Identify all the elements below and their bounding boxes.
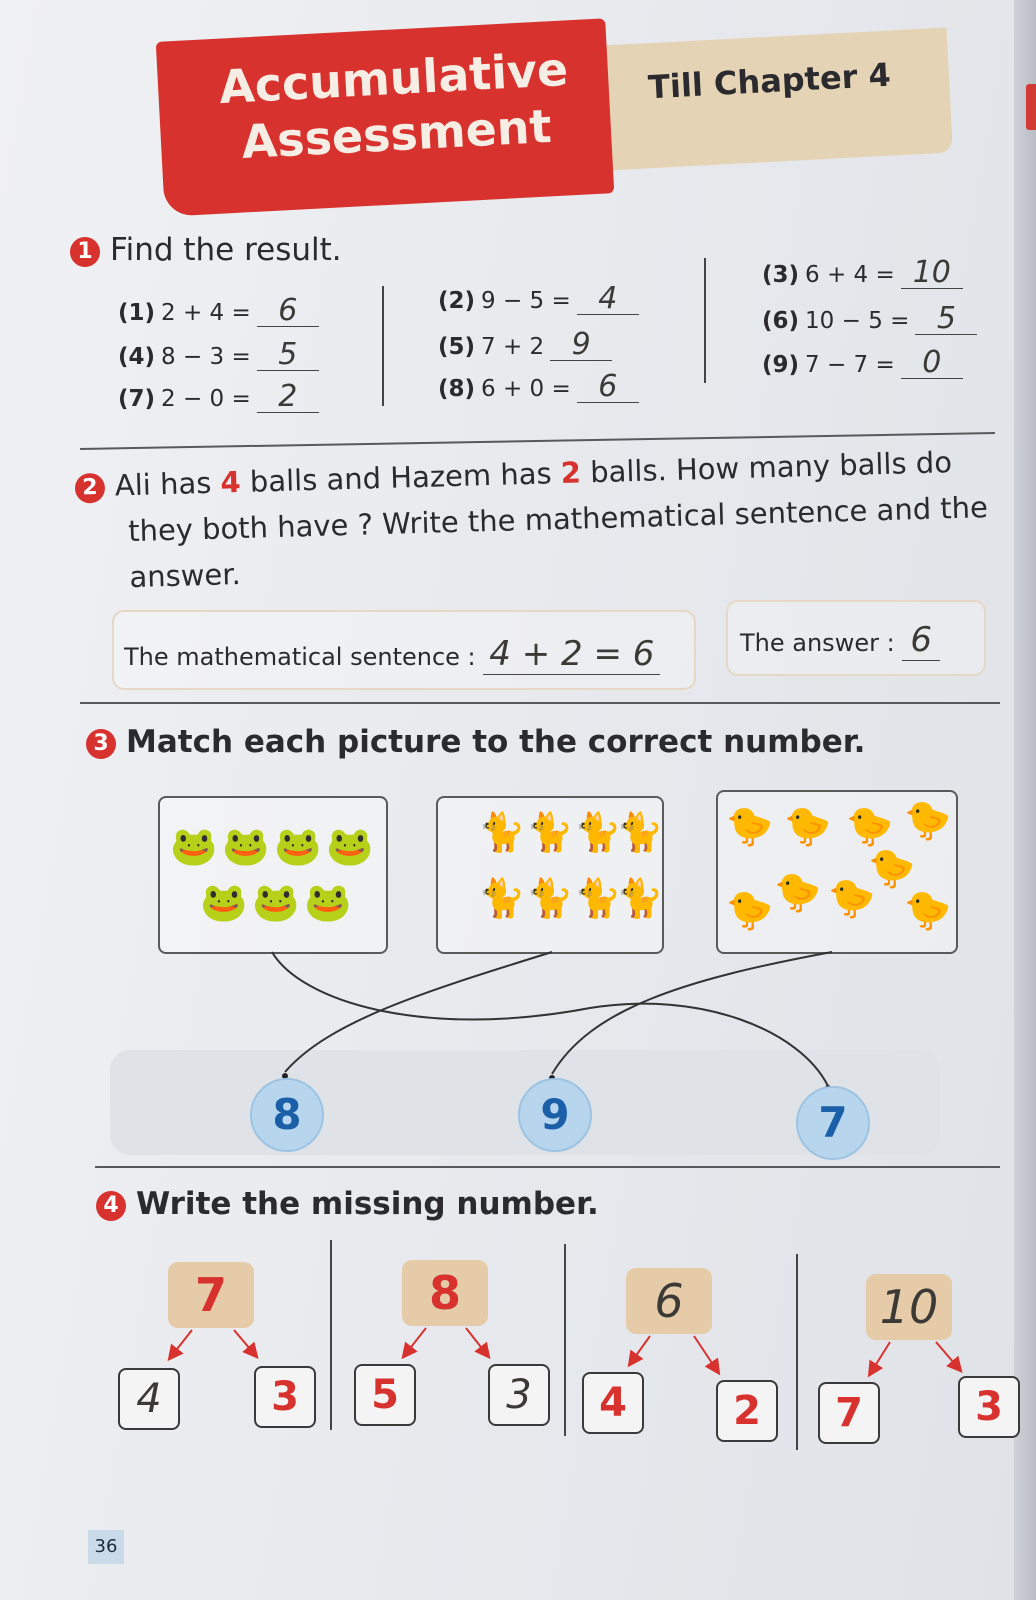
- cat-icon: 🐈: [574, 810, 622, 854]
- q2-number-2: 2: [560, 455, 582, 491]
- item-index: (1): [118, 300, 156, 326]
- frog-icon: 🐸: [200, 880, 248, 924]
- tree1-left-answer[interactable]: 4: [118, 1368, 180, 1430]
- q1-badge: 1: [70, 237, 100, 267]
- item-expression: 2 − 0 =: [161, 386, 251, 412]
- cat-icon: 🐈: [526, 810, 574, 854]
- cat-icon: 🐈: [616, 876, 664, 920]
- answer-field[interactable]: 6: [577, 372, 639, 403]
- bird-icon: 🐤: [784, 804, 832, 848]
- item-expression: 2 + 4 =: [161, 300, 251, 326]
- cat-icon: 🐈: [574, 876, 622, 920]
- tree1-right: 3: [254, 1366, 316, 1428]
- sentence-label-text: The mathematical sentence :: [124, 643, 476, 671]
- item-expression: 9 − 5 =: [481, 288, 571, 314]
- bird-icon: 🐤: [726, 804, 774, 848]
- answer-field[interactable]: 2: [257, 382, 319, 413]
- cat-icon: 🐈: [478, 810, 526, 854]
- tree4-top-answer[interactable]: 10: [866, 1274, 952, 1340]
- page-title: Accumulative Assessment: [217, 41, 570, 170]
- answer-field[interactable]: 9: [550, 330, 612, 361]
- bird-icon: 🐤: [726, 888, 774, 932]
- answer-label-text: The answer :: [740, 629, 895, 657]
- answer-field[interactable]: 4: [577, 284, 639, 315]
- answer-field[interactable]: 10: [901, 258, 963, 289]
- item-expression: 7 − 7 =: [805, 352, 895, 378]
- item-index: (5): [438, 334, 476, 360]
- bird-icon: 🐤: [846, 804, 894, 848]
- bird-icon: 🐤: [904, 888, 952, 932]
- q2-text-c: balls. How many balls do they both have ? Write the mathematical sentence and the answer.: [127, 445, 989, 595]
- tree4-left: 7: [818, 1382, 880, 1444]
- q2-text-a: Ali has: [114, 465, 221, 503]
- tree1-top: 7: [168, 1262, 254, 1328]
- item-index: (9): [762, 352, 800, 378]
- frog-icon: 🐸: [222, 824, 270, 868]
- page-number: 36: [88, 1530, 124, 1564]
- cat-icon: 🐈: [526, 876, 574, 920]
- bird-icon: 🐤: [868, 846, 916, 890]
- q3-heading-text: Match each picture to the correct number.: [126, 724, 866, 760]
- answer-field[interactable]: 5: [915, 304, 977, 335]
- item-expression: 6 + 0 =: [481, 376, 571, 402]
- bird-icon: 🐤: [774, 870, 822, 914]
- item-index: (6): [762, 308, 800, 334]
- cat-icon: 🐈: [478, 876, 526, 920]
- item-index: (7): [118, 386, 156, 412]
- item-index: (3): [762, 262, 800, 288]
- frog-icon: 🐸: [326, 824, 374, 868]
- answer-field[interactable]: 6: [257, 296, 319, 327]
- tree2-top: 8: [402, 1260, 488, 1326]
- tree3-right: 2: [716, 1380, 778, 1442]
- q4-badge: 4: [96, 1191, 126, 1221]
- item-index: (8): [438, 376, 476, 402]
- item-expression: 6 + 4 =: [805, 262, 895, 288]
- tree4-right: 3: [958, 1376, 1020, 1438]
- tree2-right-answer[interactable]: 3: [488, 1364, 550, 1426]
- tree3-top-answer[interactable]: 6: [626, 1268, 712, 1334]
- item-expression: 8 − 3 =: [161, 344, 251, 370]
- frog-icon: 🐸: [170, 824, 218, 868]
- q2-badge: 2: [75, 473, 106, 504]
- answer-field[interactable]: 0: [901, 348, 963, 379]
- item-index: (4): [118, 344, 156, 370]
- sentence-answer-field[interactable]: 4 + 2 = 6: [483, 634, 660, 675]
- number-option-9[interactable]: 9: [518, 1078, 592, 1152]
- q2-number-1: 4: [220, 464, 242, 500]
- answer-field[interactable]: 6: [902, 620, 940, 661]
- item-expression: 7 + 2: [481, 334, 545, 360]
- tree3-left: 4: [582, 1372, 644, 1434]
- tree2-left: 5: [354, 1364, 416, 1426]
- item-index: (2): [438, 288, 476, 314]
- item-expression: 10 − 5 =: [805, 308, 910, 334]
- cat-icon: 🐈: [616, 810, 664, 854]
- number-option-8[interactable]: 8: [250, 1078, 324, 1152]
- q2-text-b: balls and Hazem has: [240, 456, 562, 499]
- bird-icon: 🐤: [828, 876, 876, 920]
- number-option-7[interactable]: 7: [796, 1086, 870, 1160]
- frog-icon: 🐸: [274, 824, 322, 868]
- answer-field[interactable]: 5: [257, 340, 319, 371]
- frog-icon: 🐸: [252, 880, 300, 924]
- frog-icon: 🐸: [304, 880, 352, 924]
- q4-heading-text: Write the missing number.: [136, 1186, 599, 1222]
- page-subtitle: Till Chapter 4: [647, 55, 892, 107]
- bird-icon: 🐤: [904, 798, 952, 842]
- q1-heading-text: Find the result.: [110, 232, 342, 268]
- q3-badge: 3: [86, 729, 116, 759]
